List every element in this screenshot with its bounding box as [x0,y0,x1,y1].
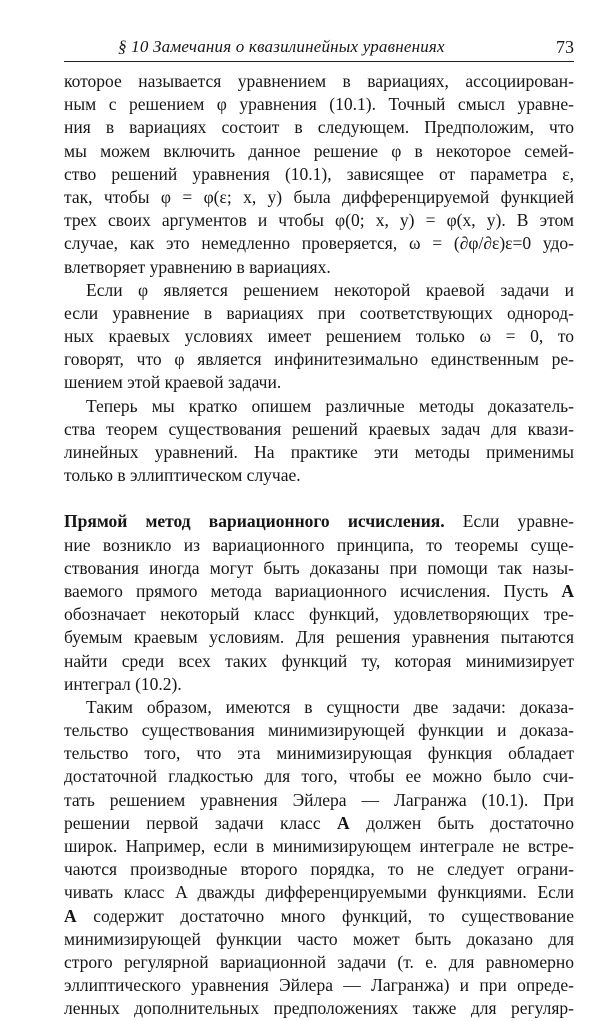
text-run: так, чтобы φ = φ(ε; x, y) была дифференцируемой функцией [64,186,574,207]
text-line [64,371,574,394]
bold-text: A [337,812,350,833]
text-line [64,928,574,951]
text-run: тельство существования минимизирующей функции и доказа- [64,720,574,741]
text-line [64,765,574,788]
text-run: влетворяет уравнению в вариациях. [64,256,331,277]
text-line [64,835,574,858]
text-line [64,186,574,209]
text-run: ных краевых условиях имеет решением только ω = 0, то [64,326,574,347]
paragraph [64,696,574,1021]
text-line [64,348,574,371]
text-line [64,974,574,997]
text-line [64,881,574,904]
text-line [64,534,574,557]
text-run: ным с решением φ уравнения (10.1). Точный смысл уравне- [64,94,574,115]
text-line [64,650,574,673]
text-line [64,140,574,163]
text-run: обозначает некоторый класс функций, удовлетворяющих тре- [64,604,574,625]
text-run: достаточной гладкостью для того, чтобы ее можно было счи- [64,766,574,787]
paragraph-gap [64,487,574,510]
text-run: минимизирующей функции часто может быть доказано для [64,928,574,949]
text-line [64,93,574,116]
text-line [64,997,574,1020]
text-run: трех своих аргументов и чтобы φ(0; x, y) = φ(x, y). В этом [64,210,574,231]
text-run: ства теорем существования решений краевых задач для квази- [64,418,574,439]
text-run: только в эллиптическом случае. [64,465,301,486]
text-run: ние возникло из вариационного принципа, то теоремы суще- [64,534,574,555]
text-run: ство решений уравнения (10.1), зависящее от параметра ε, [64,163,574,184]
text-line [64,256,574,279]
text-run: тельство того, что эта минимизирующая функция обладает [64,743,574,764]
text-line [64,116,574,139]
text-line [64,858,574,881]
text-run: чивать класс A дважды дифференцируемыми функциями. Если [64,882,574,903]
text-run: содержит достаточно много функций, то существование [76,905,574,926]
text-run: шением этой краевой задачи. [64,372,282,393]
text-run: которое называется уравнением в вариациях, ассоциирован- [64,71,574,91]
text-run: если уравнение в вариациях при соответствующих однород- [64,302,574,323]
text-line [64,557,574,580]
text-line [64,789,574,812]
text-line [64,279,574,302]
text-run: говорят, что φ является инфинитезимально единственным ре- [64,349,574,370]
text-line [64,325,574,348]
text-line [64,232,574,255]
text-run: Таким образом, имеются в сущности две задачи: доказа- [86,696,574,717]
text-line [64,395,574,418]
header-rule [64,61,574,62]
paragraph [64,279,574,395]
text-run: Теперь мы кратко опишем различные методы доказатель- [86,395,574,416]
text-line [64,70,574,93]
section-title: § 10 Замечания о квазилинейных уравнениях [118,37,445,56]
text-line [64,163,574,186]
text-line [64,696,574,719]
text-line [64,673,574,696]
page-number: 73 [556,37,574,57]
text-run: эллиптического уравнения Эйлера — Лагранжа) и при опреде- [64,975,574,996]
text-run: линейных уравнений. На практике эти методы применимы [64,442,574,462]
text-line [64,626,574,649]
text-run: Если φ является решением некоторой краевой задачи и [86,279,574,300]
running-head [64,36,574,58]
text-line [64,719,574,742]
paragraph [64,510,574,696]
bold-text: A [561,580,574,601]
text-line [64,580,574,603]
text-run: ния в вариациях состоит в следующем. Предположим, что [64,117,574,138]
text-line [64,418,574,441]
text-run: должен быть достаточно [349,812,574,833]
body-text [64,70,574,1021]
text-run: мы можем включить данное решение φ в некоторое семей- [64,140,574,161]
text-line [64,951,574,974]
text-line [64,905,574,928]
paragraph [64,70,574,279]
text-run: ствования иногда могут быть доказаны при помощи так назы- [64,557,574,578]
text-run: интеграл (10.2). [64,673,182,694]
text-line [64,209,574,232]
text-line [64,742,574,765]
text-run: тать решением уравнения Эйлера — Лагранжа (10.1). При [64,789,574,810]
text-line [64,603,574,626]
text-run: ваемого прямого метода вариационного исчисления. Пусть [64,580,562,601]
text-run: найти среди всех таких функций ту, которая минимизирует [64,650,574,671]
text-run: решении первой задачи класс [64,812,338,833]
text-run: Если уравне- [444,511,574,532]
text-line [64,302,574,325]
text-run: буемым краевым условиям. Для решения уравнения пытаются [64,627,574,648]
text-run: широк. Например, если в минимизирующем интеграле не встре- [64,836,574,856]
text-line [64,464,574,487]
text-run: ленных дополнительных предположениях также для регуляр- [64,998,574,1019]
paragraph [64,395,574,488]
text-line [64,812,574,835]
text-line [64,441,574,464]
bold-text: Прямой метод вариационного исчисления. [64,511,445,532]
text-run: чаются производные второго порядка, то не следует ограни- [64,859,574,880]
text-run: случае, как это немедленно проверяется, ω = (∂φ/∂ε)ε=0 удо- [64,233,574,254]
bold-text: A [64,905,77,926]
text-run: строго регулярной вариационной задачи (т. е. для равномерно [64,951,574,972]
text-line [64,510,574,533]
